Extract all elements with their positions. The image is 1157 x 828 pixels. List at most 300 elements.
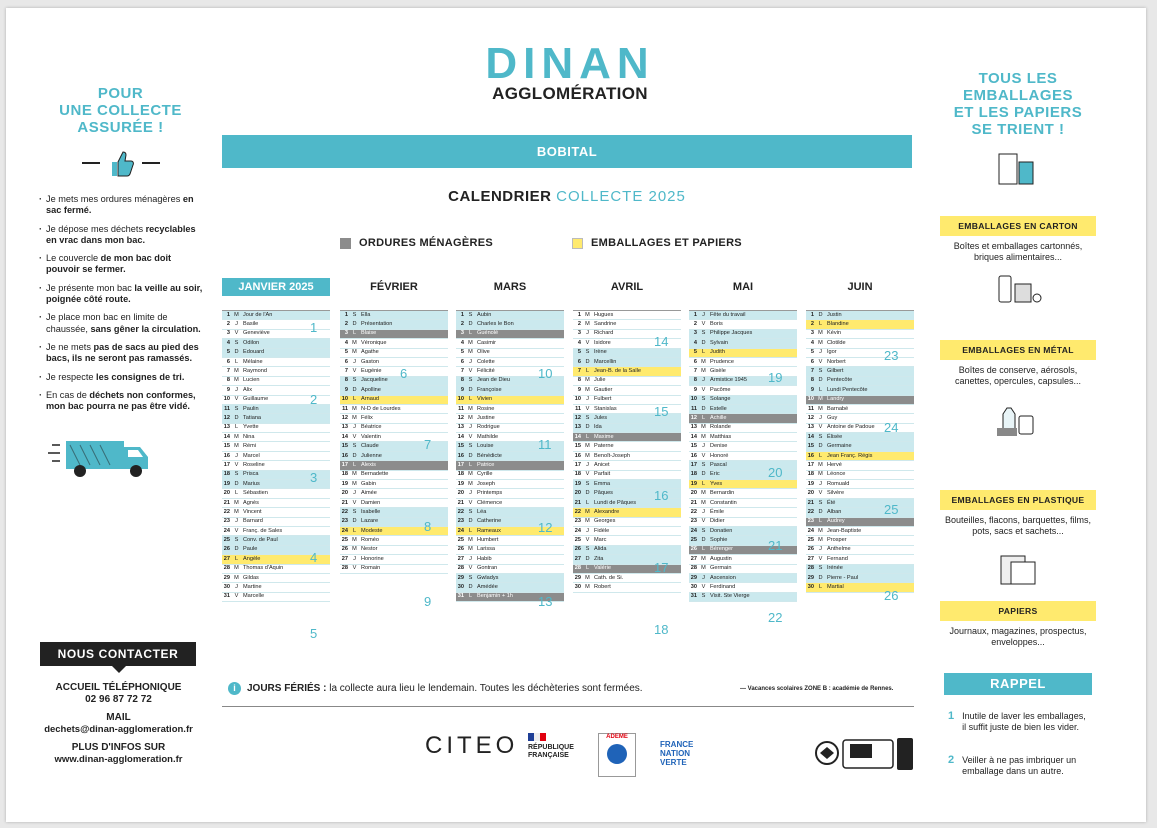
day-saint: Bernadette [361,471,389,478]
day-weekday: M [585,518,590,525]
day-saint: Julienne [361,452,382,459]
day-number: 16 [223,452,230,459]
day-row [806,565,914,574]
day-saint: Paulin [243,405,259,412]
day-weekday: J [702,574,705,581]
day-number: 10 [457,396,464,403]
day-row [340,405,448,414]
day-saint: Alix [243,386,253,393]
day-weekday: M [818,461,823,468]
day-saint: Audrey [827,518,845,525]
day-row [456,555,564,564]
day-row [689,433,797,442]
day-saint: Béatrice [361,424,382,431]
day-row [689,396,797,405]
day-weekday: M [701,490,706,497]
holiday-bold: JOURS FÉRIÉS : [247,683,327,694]
day-weekday: D [468,452,473,459]
day-row [573,546,681,555]
day-saint: Rolande [710,424,731,431]
week-number: 9 [424,594,432,609]
day-saint: Lucien [243,377,260,384]
day-saint: Germain [710,565,732,572]
day-row [222,574,330,583]
day-number: 24 [690,527,697,534]
day-saint: Nina [243,433,255,440]
day-number: 26 [457,546,464,553]
day-number: 10 [807,396,814,403]
day-number: 8 [693,377,697,384]
day-saint: Philippe Jacques [710,330,753,337]
day-number: 24 [223,527,230,534]
day-number: 21 [574,499,581,506]
month-header: FÉVRIER [370,281,418,293]
holiday-note [228,682,643,695]
day-saint: Anthelme [827,546,851,553]
day-number: 18 [341,471,348,478]
day-row [340,377,448,386]
day-number: 5 [460,349,464,356]
day-number: 22 [341,508,348,515]
day-row [456,405,564,414]
day-saint: Parfait [594,471,611,478]
day-row [689,330,797,339]
week-number: 5 [310,626,318,641]
day-weekday: V [818,490,823,497]
day-number: 11 [691,405,697,412]
day-row [806,396,914,405]
mail-address[interactable]: dechets@dinan-agglomeration.fr [44,724,193,735]
day-number: 9 [226,386,230,393]
day-row [806,518,914,527]
day-saint: Rémi [243,443,257,450]
day-number: 7 [460,368,464,375]
category-tag: PAPIERS [940,601,1096,621]
day-number: 12 [341,415,348,421]
day-weekday: D [234,415,239,421]
day-number: 27 [574,555,581,562]
day-weekday: J [702,377,705,384]
republique-logo [528,733,574,760]
month-column [340,278,448,574]
day-saint: Eugénie [361,368,382,375]
day-weekday: L [468,593,473,600]
thumbs-up-icon [108,148,134,178]
sort-category [940,340,1096,387]
day-saint: Marcellin [594,358,617,365]
day-weekday: M [234,508,239,515]
day-saint: Georges [594,518,616,525]
day-number: 22 [690,508,697,515]
day-weekday: J [702,311,705,318]
week-number: 22 [768,610,783,625]
day-weekday: M [818,396,823,403]
rf-line1: RÉPUBLIQUE [528,744,574,751]
day-saint: Nestor [361,546,378,553]
day-weekday: V [818,555,823,562]
day-number: 21 [457,499,464,506]
day-number: 12 [807,415,814,421]
ademe-text: ADEME [606,734,628,740]
day-saint: Silvère [827,490,845,497]
day-weekday: V [234,330,239,337]
day-row [222,565,330,574]
day-weekday: M [468,480,473,487]
day-saint: Lundi de Pâques [594,499,636,506]
day-saint: Arnaud [361,396,380,403]
week-number: 10 [538,366,553,381]
day-weekday: J [469,555,472,562]
day-saint: Raymond [243,368,267,375]
day-row [222,499,330,508]
day-number: 28 [223,565,230,572]
category-tag: EMBALLAGES EN MÉTAL [940,340,1096,360]
day-number: 21 [690,499,697,506]
day-number: 29 [574,574,581,581]
day-saint: Jean-B. de la Salle [594,368,641,375]
day-row [222,489,330,498]
day-weekday: M [468,471,473,478]
day-saint: Casimir [477,339,496,346]
day-weekday: M [468,339,473,346]
day-number: 13 [690,424,697,431]
day-saint: Barnard [243,518,263,525]
day-saint: Prisca [243,471,259,478]
day-weekday: M [468,537,473,544]
day-saint: Apolline [361,386,381,393]
day-number: 10 [223,396,230,403]
day-saint: Jean de Dieu [477,377,510,384]
day-number: 11 [224,405,230,412]
day-number: 15 [807,443,814,450]
day-number: 29 [690,574,697,581]
day-saint: Patrice [477,461,495,468]
day-weekday: J [235,321,238,328]
day-number: 2 [344,321,348,328]
day-number: 6 [693,358,697,365]
day-number: 19 [341,480,348,487]
day-saint: Pentecôte [827,377,853,384]
day-saint: Justine [477,415,495,421]
day-saint: Robert [594,584,611,591]
day-weekday: M [585,443,590,450]
day-weekday: V [234,396,239,403]
day-weekday: D [701,405,706,412]
day-saint: Ida [594,424,602,431]
day-number: 14 [807,433,814,440]
logo-sub: AGGLOMÉRATION [492,84,648,103]
day-row [689,339,797,348]
day-weekday: J [353,358,356,365]
day-saint: Rameaux [477,527,501,534]
garbage-truck-icon [48,433,158,479]
week-number: 16 [654,488,669,503]
day-row [806,480,914,489]
day-number: 5 [344,349,348,356]
day-saint: Igor [827,349,837,356]
day-row [573,583,681,592]
day-saint: Colette [477,358,495,365]
day-row [689,508,797,517]
day-row [806,527,914,536]
day-row [689,574,797,583]
day-number: 12 [223,415,230,421]
month-header: MARS [493,281,527,293]
day-row [689,593,797,602]
day-row [222,518,330,527]
day-number: 3 [693,330,697,337]
day-weekday: M [468,546,473,553]
day-number: 26 [574,546,581,553]
day-weekday: M [234,443,239,450]
day-number: 19 [574,480,581,487]
day-number: 12 [457,415,464,421]
day-weekday: D [352,518,357,525]
day-saint: Modeste [361,527,383,534]
day-number: 28 [807,565,814,572]
day-weekday: D [468,386,473,393]
day-weekday: V [234,593,239,600]
day-saint: Sébastien [243,490,268,497]
week-number: 3 [310,470,318,485]
day-row [222,452,330,461]
day-weekday: S [701,396,706,403]
day-weekday: M [701,555,706,562]
day-saint: Prosper [827,537,847,544]
rule-item: · En cas de déchets non conformes, mon bac pourra ne pas être vidé. [38,390,203,413]
day-number: 7 [226,368,230,375]
day-number: 9 [693,386,697,393]
day-weekday: S [468,443,473,450]
day-number: 1 [460,311,464,318]
day-weekday: M [585,377,590,384]
day-weekday: V [352,368,357,375]
day-number: 8 [810,377,814,384]
day-saint: Tatiana [243,415,262,421]
day-saint: Félix [361,415,373,421]
day-saint: Marcel [243,452,260,459]
day-weekday: V [468,499,473,506]
day-saint: Guénolé [477,330,499,337]
day-number: 3 [577,330,581,337]
day-number: 9 [460,386,464,393]
day-weekday: V [701,386,706,393]
day-weekday: J [469,490,472,497]
day-weekday: M [585,311,590,318]
week-number: 21 [768,538,783,553]
day-row [340,461,448,470]
calendar-title [222,188,912,205]
week-number: 1 [310,320,318,335]
day-saint: Fidèle [594,527,610,534]
day-saint: Isidore [594,339,611,346]
day-weekday: D [585,424,590,431]
day-number: 5 [577,349,581,356]
week-number: 6 [400,366,408,381]
day-weekday: S [701,330,706,337]
day-saint: Visit. Ste Vierge [710,593,750,600]
day-row [689,414,797,423]
day-saint: Printemps [477,490,503,497]
phone-number[interactable]: 02 96 87 72 72 [85,694,152,705]
day-weekday: J [702,508,705,515]
day-number: 20 [223,490,230,497]
day-saint: Honorine [361,555,384,562]
day-weekday: D [818,574,823,581]
day-row [689,405,797,414]
day-number: 19 [690,480,697,487]
day-row [573,311,681,320]
day-saint: Mathilde [477,433,499,440]
day-number: 3 [226,330,230,337]
day-saint: Émile [710,508,724,515]
day-weekday: L [585,565,590,572]
day-weekday: M [585,452,590,459]
day-number: 2 [460,321,464,328]
day-weekday: J [586,396,589,403]
day-saint: Habib [477,555,492,562]
day-row [340,358,448,367]
day-row [340,480,448,489]
day-row [806,461,914,470]
day-row [340,339,448,348]
day-number: 14 [341,433,348,440]
day-weekday: S [234,537,239,544]
paper-icon [993,548,1043,588]
phone-label: ACCUEIL TÉLÉPHONIQUE [55,682,182,693]
day-saint: Fernand [827,555,848,562]
day-row [340,320,448,329]
day-row [573,367,681,376]
day-row [689,358,797,367]
day-number: 23 [690,518,697,525]
day-number: 6 [810,358,814,365]
day-number: 20 [807,490,814,497]
day-saint: Prudence [710,358,734,365]
day-saint: Marcelle [243,593,265,600]
week-number: 7 [424,437,432,452]
day-weekday: D [234,349,239,356]
day-saint: Roseline [243,461,265,468]
em-swatch [572,238,583,249]
day-weekday: S [234,339,239,346]
category-description: Boîtes de conserve, aérosols, canettes, opercules, capsules... [954,365,1082,386]
day-number: 11 [458,405,464,412]
day-number: 13 [457,424,464,431]
day-weekday: S [352,443,357,450]
day-number: 21 [807,499,814,506]
day-saint: Larissa [477,546,496,553]
day-number: 31 [223,593,230,600]
day-row [689,489,797,498]
day-saint: Didier [710,518,725,525]
day-weekday: S [701,461,706,468]
day-saint: Germaine [827,443,852,450]
day-saint: Anicet [594,461,610,468]
day-row [456,320,564,329]
day-number: 29 [807,574,814,581]
day-number: 18 [457,471,464,478]
day-saint: Romuald [827,480,850,487]
day-saint: Jour de l'An [243,311,273,318]
day-row [456,339,564,348]
day-weekday: S [818,368,823,375]
day-number: 5 [226,349,230,356]
day-saint: Donatien [710,527,733,534]
day-row [689,583,797,592]
week-number: 20 [768,465,783,480]
day-number: 28 [690,565,697,572]
day-number: 27 [341,555,348,562]
no-flyers-sticker-icon [842,736,916,772]
day-saint: Pacôme [710,386,731,393]
day-row [806,405,914,414]
day-row [689,452,797,461]
day-row [222,311,330,320]
website-link[interactable]: www.dinan-agglomeration.fr [54,754,183,765]
day-row [689,442,797,451]
day-saint: Martine [243,584,262,591]
day-row [689,499,797,508]
day-number: 1 [693,311,697,318]
day-weekday: S [701,593,706,600]
day-weekday: M [468,405,473,412]
day-saint: Honoré [710,452,729,459]
day-saint: Pâques [594,490,613,497]
day-weekday: L [701,415,706,421]
day-number: 24 [457,527,464,534]
day-weekday: J [353,424,356,431]
day-number: 17 [807,461,814,468]
day-row [222,377,330,386]
day-number: 29 [457,574,464,581]
day-number: 2 [226,321,230,328]
day-row [340,386,448,395]
day-weekday: M [818,527,823,534]
day-weekday: M [585,584,590,591]
right-title: TOUS LES EMBALLAGES ET LES PAPIERS SE TRIENT ! [953,70,1083,138]
day-number: 4 [810,339,814,346]
month-column [573,278,681,593]
day-saint: Rosine [477,405,495,412]
day-weekday: L [818,452,823,459]
day-number: 25 [807,537,814,544]
day-saint: Jean Franç. Régis [827,452,873,459]
day-number: 29 [223,574,230,581]
day-saint: Benjamin + 1h [477,593,513,600]
day-saint: Hervé [827,461,842,468]
contact-button[interactable]: NOUS CONTACTER [40,642,196,666]
day-number: 13 [807,424,814,431]
day-row [806,442,914,451]
day-weekday: M [701,424,706,431]
day-saint: Sophie [710,537,728,544]
sort-category [940,216,1096,263]
day-number: 23 [807,518,814,525]
day-number: 14 [457,433,464,440]
day-row [456,536,564,545]
day-weekday: M [585,386,590,393]
day-row [456,424,564,433]
day-weekday: J [586,461,589,468]
day-row [222,339,330,348]
day-row [456,349,564,358]
day-weekday: M [234,368,239,375]
day-number: 24 [341,527,348,534]
day-number: 1 [810,311,814,318]
day-weekday: M [818,330,823,337]
day-weekday: S [818,565,823,572]
